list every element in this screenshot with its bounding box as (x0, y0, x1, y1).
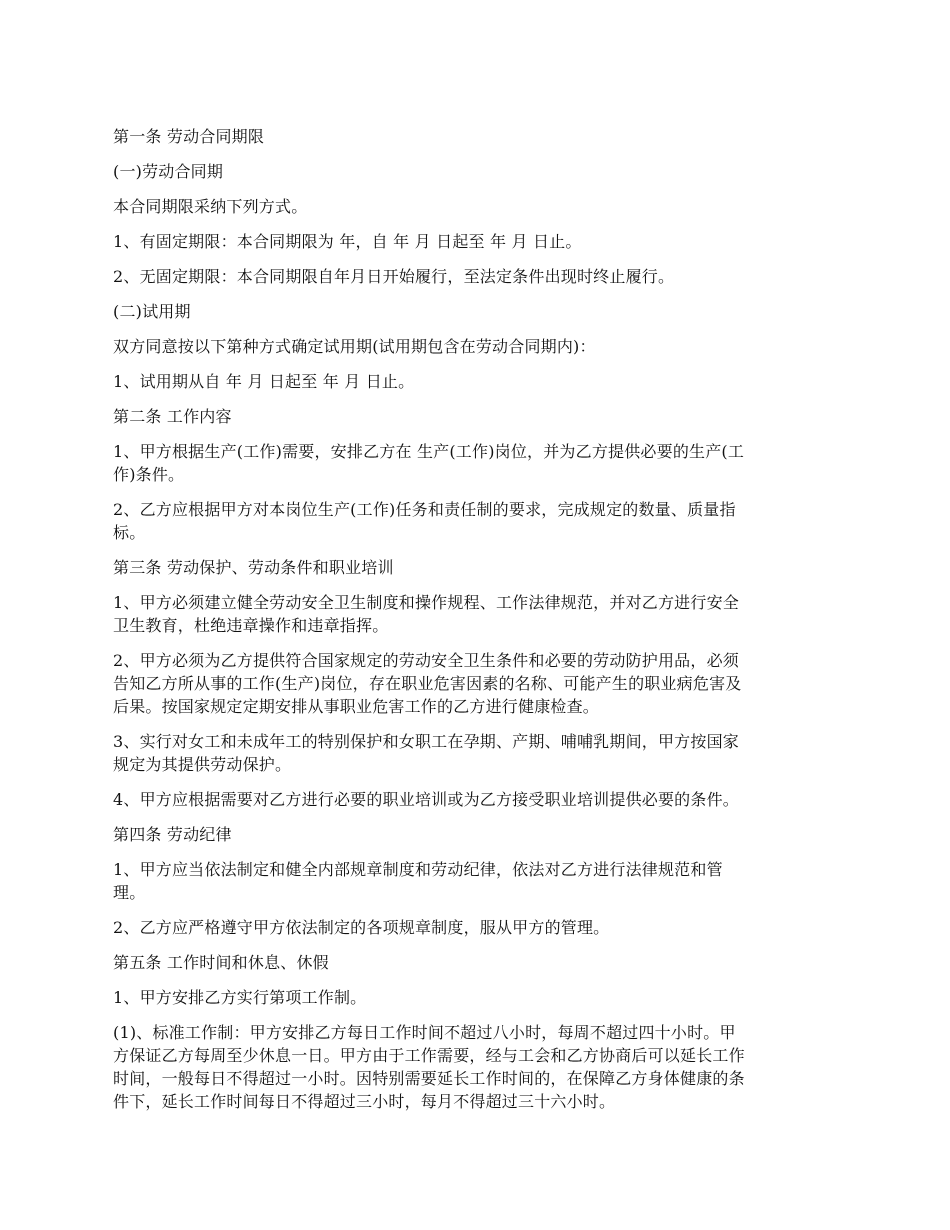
paragraph: 2、甲方必须为乙方提供符合国家规定的劳动安全卫生条件和必要的劳动防护用品，必须 告知乙方所从事的工作(生产)岗位，存在职业危害因素的名称、可能产生的职业病危害及 后果。按国家规定定期安排从事职业危害工作的乙方进行健康检查。 (113, 651, 742, 716)
heading-article-3: 第三条 劳动保护、劳动条件和职业培训 (113, 558, 394, 577)
paragraph: 2、乙方应根据甲方对本岗位生产(工作)任务和责任制的要求，完成规定的数量、质量指 标。 (113, 500, 736, 542)
section-contract-term: (一)劳动合同期 (113, 162, 224, 181)
paragraph: 1、甲方必须建立健全劳动安全卫生制度和操作规程、工作法律规范，并对乙方进行安全 卫生教育，杜绝违章操作和违章指挥。 (113, 593, 739, 635)
paragraph: 1、甲方根据生产(工作)需要，安排乙方在 生产(工作)岗位，并为乙方提供必要的生产(工 作)条件。 (113, 442, 745, 484)
paragraph: 双方同意按以下第种方式确定试用期(试用期包含在劳动合同期内)： (113, 337, 596, 356)
paragraph: (1)、标准工作制：甲方安排乙方每日工作时间不超过八小时，每周不超过四十小时。甲 方保证乙方每周至少休息一日。甲方由于工作需要，经与工会和乙方协商后可以延长工作 时间，一般每日不得超过一小时。因特别需要延长工作时间的，在保障乙方身体健康的条 件下，延长工作时间每日不得超过三小时，每月不得超过三十六小时。 (113, 1023, 745, 1111)
paragraph: 2、乙方应严格遵守甲方依法制定的各项规章制度，服从甲方的管理。 (113, 918, 610, 937)
paragraph: 4、甲方应根据需要对乙方进行必要的职业培训或为乙方接受职业培训提供必要的条件。 (113, 790, 739, 809)
heading-article-1: 第一条 劳动合同期限 (113, 127, 265, 146)
paragraph: 1、试用期从自 年 月 日起至 年 月 日止。 (113, 372, 415, 391)
document-body (113, 125, 843, 1125)
heading-article-2: 第二条 工作内容 (113, 407, 232, 426)
section-probation: (二)试用期 (113, 302, 191, 321)
heading-article-4: 第四条 劳动纪律 (113, 825, 232, 844)
paragraph: 1、甲方应当依法制定和健全内部规章制度和劳动纪律，依法对乙方进行法律规范和管 理。 (113, 860, 723, 902)
paragraph: 1、甲方安排乙方实行第项工作制。 (113, 988, 367, 1007)
paragraph: 1、有固定期限：本合同期限为 年，自 年 月 日起至 年 月 日止。 (113, 232, 582, 251)
heading-article-5: 第五条 工作时间和休息、休假 (113, 953, 329, 972)
paragraph: 2、无固定期限：本合同期限自年月日开始履行，至法定条件出现时终止履行。 (113, 267, 675, 286)
paragraph: 3、实行对女工和未成年工的特别保护和女职工在孕期、产期、哺哺乳期间，甲方按国家 规定为其提供劳动保护。 (113, 732, 739, 774)
paragraph: 本合同期限采纳下列方式。 (113, 197, 308, 216)
